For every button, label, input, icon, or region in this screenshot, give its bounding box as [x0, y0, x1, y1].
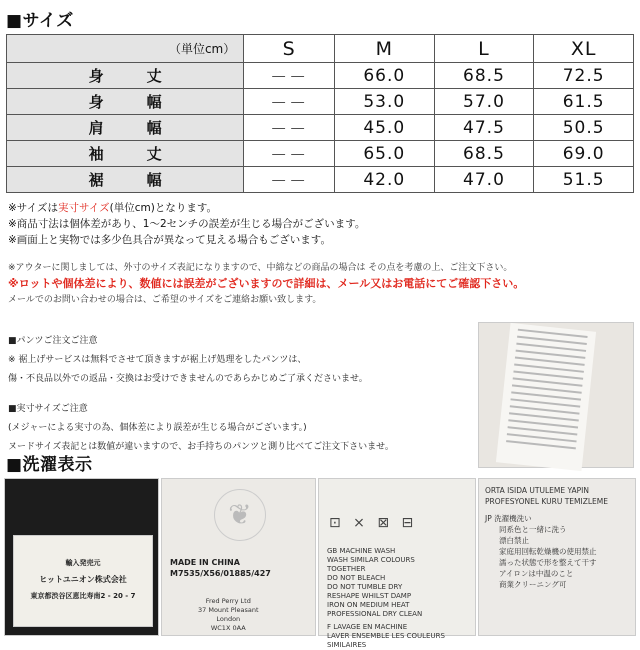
size-header-row [7, 35, 634, 63]
cell-value: 47.5 [434, 115, 534, 141]
size-row-length [7, 63, 634, 89]
cell-value: 61.5 [534, 89, 634, 115]
size-row-width [7, 89, 634, 115]
cell-value: －－ [244, 89, 335, 115]
address-text: Fred Perry Ltd 37 Mount Pleasant London WC1X 0AA [198, 597, 259, 632]
importer-line: 東京都渋谷区恵比寿南2 - 20 - 7 [30, 592, 136, 600]
care-tag-strip [496, 323, 596, 471]
importer-label-photo [4, 478, 159, 636]
cell-value: 68.5 [434, 141, 534, 167]
cell-value: 42.0 [334, 167, 434, 193]
size-col-m: M [334, 35, 434, 63]
cell-value: －－ [244, 115, 335, 141]
importer-tag [13, 535, 153, 627]
unit-label: （単位cm） [7, 35, 244, 63]
cell-value: 51.5 [534, 167, 634, 193]
actual-size-line: (メジャーによる実寸の為、個体差により誤差が生じる場合がございます。) [8, 423, 307, 433]
cell-value: 66.0 [334, 63, 434, 89]
row-label: 肩 幅 [7, 115, 244, 141]
care-text: GB MACHINE WASH WASH SIMILAR COLOURS TOGETHER DO NOT BLEACH DO NOT TUMBLE DRY RESHAPE WHILST DAMP IRON ON MEDIUM HEAT PROFESSIONAL DRY CLEAN F LAVAGE EN MACHINE LAVER ENSEMBLE LES COULEURS SIMILAIRES [327, 547, 445, 649]
size-notes [8, 200, 365, 248]
cell-value: 50.5 [534, 115, 634, 141]
row-label: 裾 幅 [7, 167, 244, 193]
size-col-l: L [434, 35, 534, 63]
actual-size-line: ヌードサイズ表記とは数値が違いますので、お手持ちのパンツと測り比べてご注文下さいませ。 [8, 442, 394, 452]
size-row-sleeve [7, 141, 634, 167]
cell-value: 65.0 [334, 141, 434, 167]
jp-care-label-photo [478, 478, 636, 636]
cell-value: 45.0 [334, 115, 434, 141]
cell-value: 69.0 [534, 141, 634, 167]
cell-value: 57.0 [434, 89, 534, 115]
cell-value: 53.0 [334, 89, 434, 115]
size-section-title: ■サイズ [6, 11, 74, 31]
cell-value: －－ [244, 141, 335, 167]
row-label: 身 幅 [7, 89, 244, 115]
actual-size-title: ■実寸サイズご注意 [8, 404, 88, 414]
laurel-logo-icon: ❦ [214, 489, 266, 541]
cell-value: 47.0 [434, 167, 534, 193]
care-instructions-photo [318, 478, 476, 649]
size-col-xl: XL [534, 35, 634, 63]
origin-label-photo [161, 478, 316, 636]
size-table [6, 34, 634, 193]
origin-text: MADE IN CHINA M7535/X56/01885/427 [170, 558, 271, 578]
row-label: 袖 丈 [7, 141, 244, 167]
note-outer: ※アウターに関しましては、外寸のサイズ表記になりますので、中綿などの商品の場合は その点を考慮の上、ご注文下さい。 [8, 263, 513, 273]
actual-size-notes [8, 400, 394, 457]
note-actual-size: ※サイズは実寸サイズ(単位cm)となります。 [8, 202, 217, 214]
note-email: メールでのお問い合わせの場合は、ご希望のサイズをご連絡お願い致します。 [8, 295, 322, 305]
wash-section-title: ■洗濯表示 [6, 455, 93, 475]
size-row-hem [7, 167, 634, 193]
importer-line: ヒットユニオン株式会社 [39, 575, 127, 584]
row-label: 身 丈 [7, 63, 244, 89]
cell-value: 68.5 [434, 63, 534, 89]
cell-value: －－ [244, 63, 335, 89]
size-row-shoulder [7, 115, 634, 141]
cell-value: 72.5 [534, 63, 634, 89]
size-col-s: S [244, 35, 335, 63]
note-tolerance: ※商品寸法は個体差があり、1～2センチの誤差が生じる場合がございます。 [8, 218, 366, 230]
importer-line: 輸入発売元 [65, 559, 101, 567]
care-tag-photo [478, 322, 634, 468]
pants-line: 傷・不良品以外での返品・交換はお受けできませんのであらかじめご了承くださいませ。 [8, 374, 368, 384]
outer-notes [8, 260, 524, 308]
pants-title: ■パンツご注文ご注意 [8, 336, 98, 346]
note-lot-variance: ※ロットや個体差により、数値には誤差がございますので詳細は、メール又はお電話にてご確認下さい。 [8, 277, 525, 290]
pants-line: ※ 裾上げサービスは無料でさせて頂きますが裾上げ処理をしたパンツは、 [8, 355, 307, 365]
note-color: ※画面上と実物では多少色具合が異なって見える場合もございます。 [8, 234, 331, 246]
wash-symbols-icon: ⊡ ⨯ ⊠ ⊟ [329, 515, 418, 531]
actual-size-highlight: 実寸サイズ [57, 202, 110, 214]
jp-care-text: ORTA ISIDA UTULEME YAPIN PROFESYONEL KURU TEMIZLEME JP 洗濯機洗い 同系色と一緒に洗う 漂白禁止 家庭用回転乾燥機の使用禁止 濡った状態で形を整えて干す アイロンは中温のこと 商業クリーニング可 [485, 486, 608, 589]
cell-value: －－ [244, 167, 335, 193]
pants-notes [8, 332, 368, 389]
